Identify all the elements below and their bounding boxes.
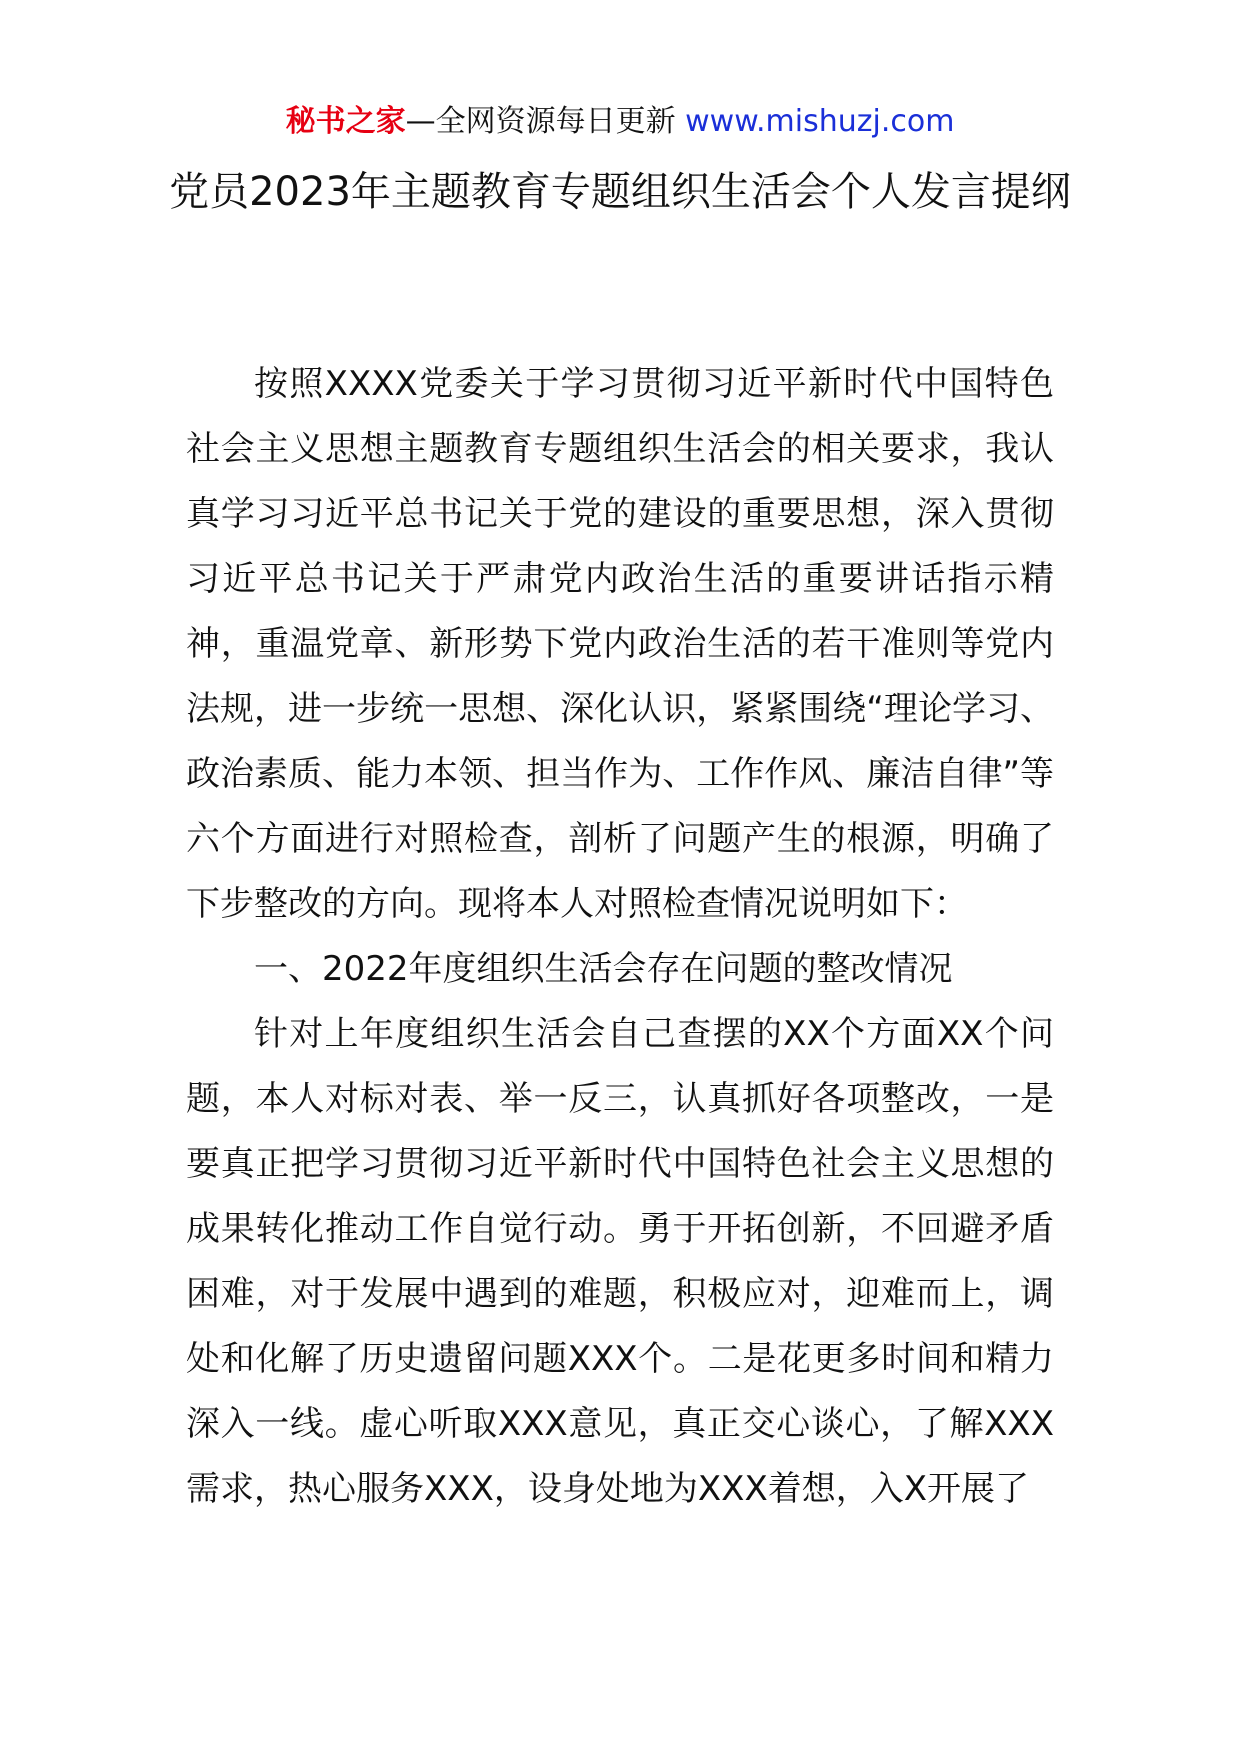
site-tagline: —全网资源每日更新 (405, 104, 676, 139)
site-header (0, 100, 1240, 144)
site-brand: 秘书之家 (285, 104, 406, 139)
intro-paragraph: 按照XXXX党委关于学习贯彻习近平新时代中国特色社会主义思想主题教育专题组织生活会的相关要求，我认真学习习近平总书记关于党的建设的重要思想，深入贯彻习近平总书记关于严肃党内政治生活的重要讲话指示精神，重温党章、新形势下党内政治生活的若干准则等党内法规，进一步统一思想、深化认识，紧紧围绕“理论学习、政治素质、能力本领、担当作为、工作作风、廉洁自律”等六个方面进行对照检查，剖析了问题产生的根源，明确了下步整改的方向。现将本人对照检查情况说明如下： (186, 364, 1054, 924)
site-url-link[interactable]: www.mishuzj.com (685, 104, 955, 139)
section-heading: 一、2022年度组织生活会存在问题的整改情况 (254, 949, 953, 989)
section-paragraph: 针对上年度组织生活会自己查摆的XX个方面XX个问题，本人对标对表、举一反三，认真抓好各项整改，一是要真正把学习贯彻习近平新时代中国特色社会主义思想的成果转化推动工作自觉行动。勇于开拓创新，不回避矛盾困难，对于发展中遇到的难题，积极应对，迎难而上，调处和化解了历史遗留问题XXX个。二是花更多时间和精力深入一线。虚心听取XXX意见，真正交心谈心，了解XXX需求，热心服务XXX，设身处地为XXX着想，入X开展了 (186, 1014, 1054, 1509)
document-title: 党员2023年主题教育专题组织生活会个人发言提纲 (169, 169, 1071, 215)
document-body (186, 352, 1054, 1522)
